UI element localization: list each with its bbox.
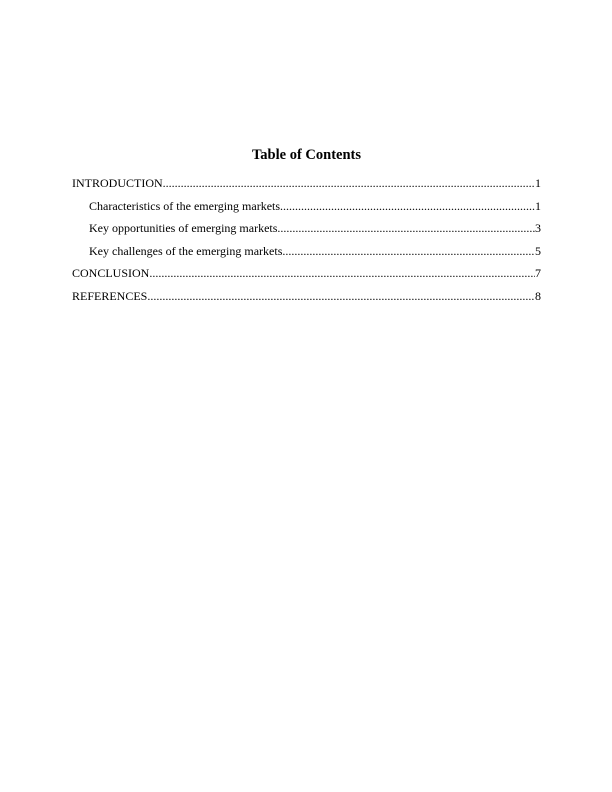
toc-page-number: 7 <box>535 266 541 280</box>
toc-entry-characteristics[interactable] <box>72 199 541 213</box>
toc-dot-leader <box>280 199 535 213</box>
toc-dot-leader <box>149 266 535 280</box>
toc-page-number: 8 <box>535 288 541 303</box>
toc-page-number: 5 <box>535 243 541 258</box>
toc-entry-label: Characteristics of the emerging markets <box>89 198 281 213</box>
toc-entry-introduction[interactable] <box>72 176 541 190</box>
toc-page-number: 1 <box>535 198 541 213</box>
toc-entry-conclusion[interactable] <box>72 266 541 280</box>
toc-page-number: 1 <box>535 176 541 190</box>
toc-page-number: 3 <box>535 221 541 235</box>
toc-title: Table of Contents <box>251 147 362 163</box>
toc-dot-leader <box>277 221 535 235</box>
toc-entry-label: INTRODUCTION <box>72 176 163 190</box>
toc-entry-label: CONCLUSION <box>72 266 150 280</box>
toc-entry-label: Key opportunities of emerging markets <box>89 221 278 235</box>
toc-entry-opportunities[interactable] <box>72 221 541 235</box>
toc-entry-challenges[interactable] <box>72 244 541 258</box>
toc-list <box>72 176 541 303</box>
toc-entry-label: REFERENCES <box>72 288 148 303</box>
toc-entry-label: Key challenges of the emerging markets <box>89 243 283 258</box>
table-of-contents <box>72 145 541 311</box>
toc-dot-leader <box>147 289 535 303</box>
toc-entry-references[interactable] <box>72 289 541 303</box>
toc-dot-leader <box>282 244 535 258</box>
toc-dot-leader <box>163 176 535 190</box>
